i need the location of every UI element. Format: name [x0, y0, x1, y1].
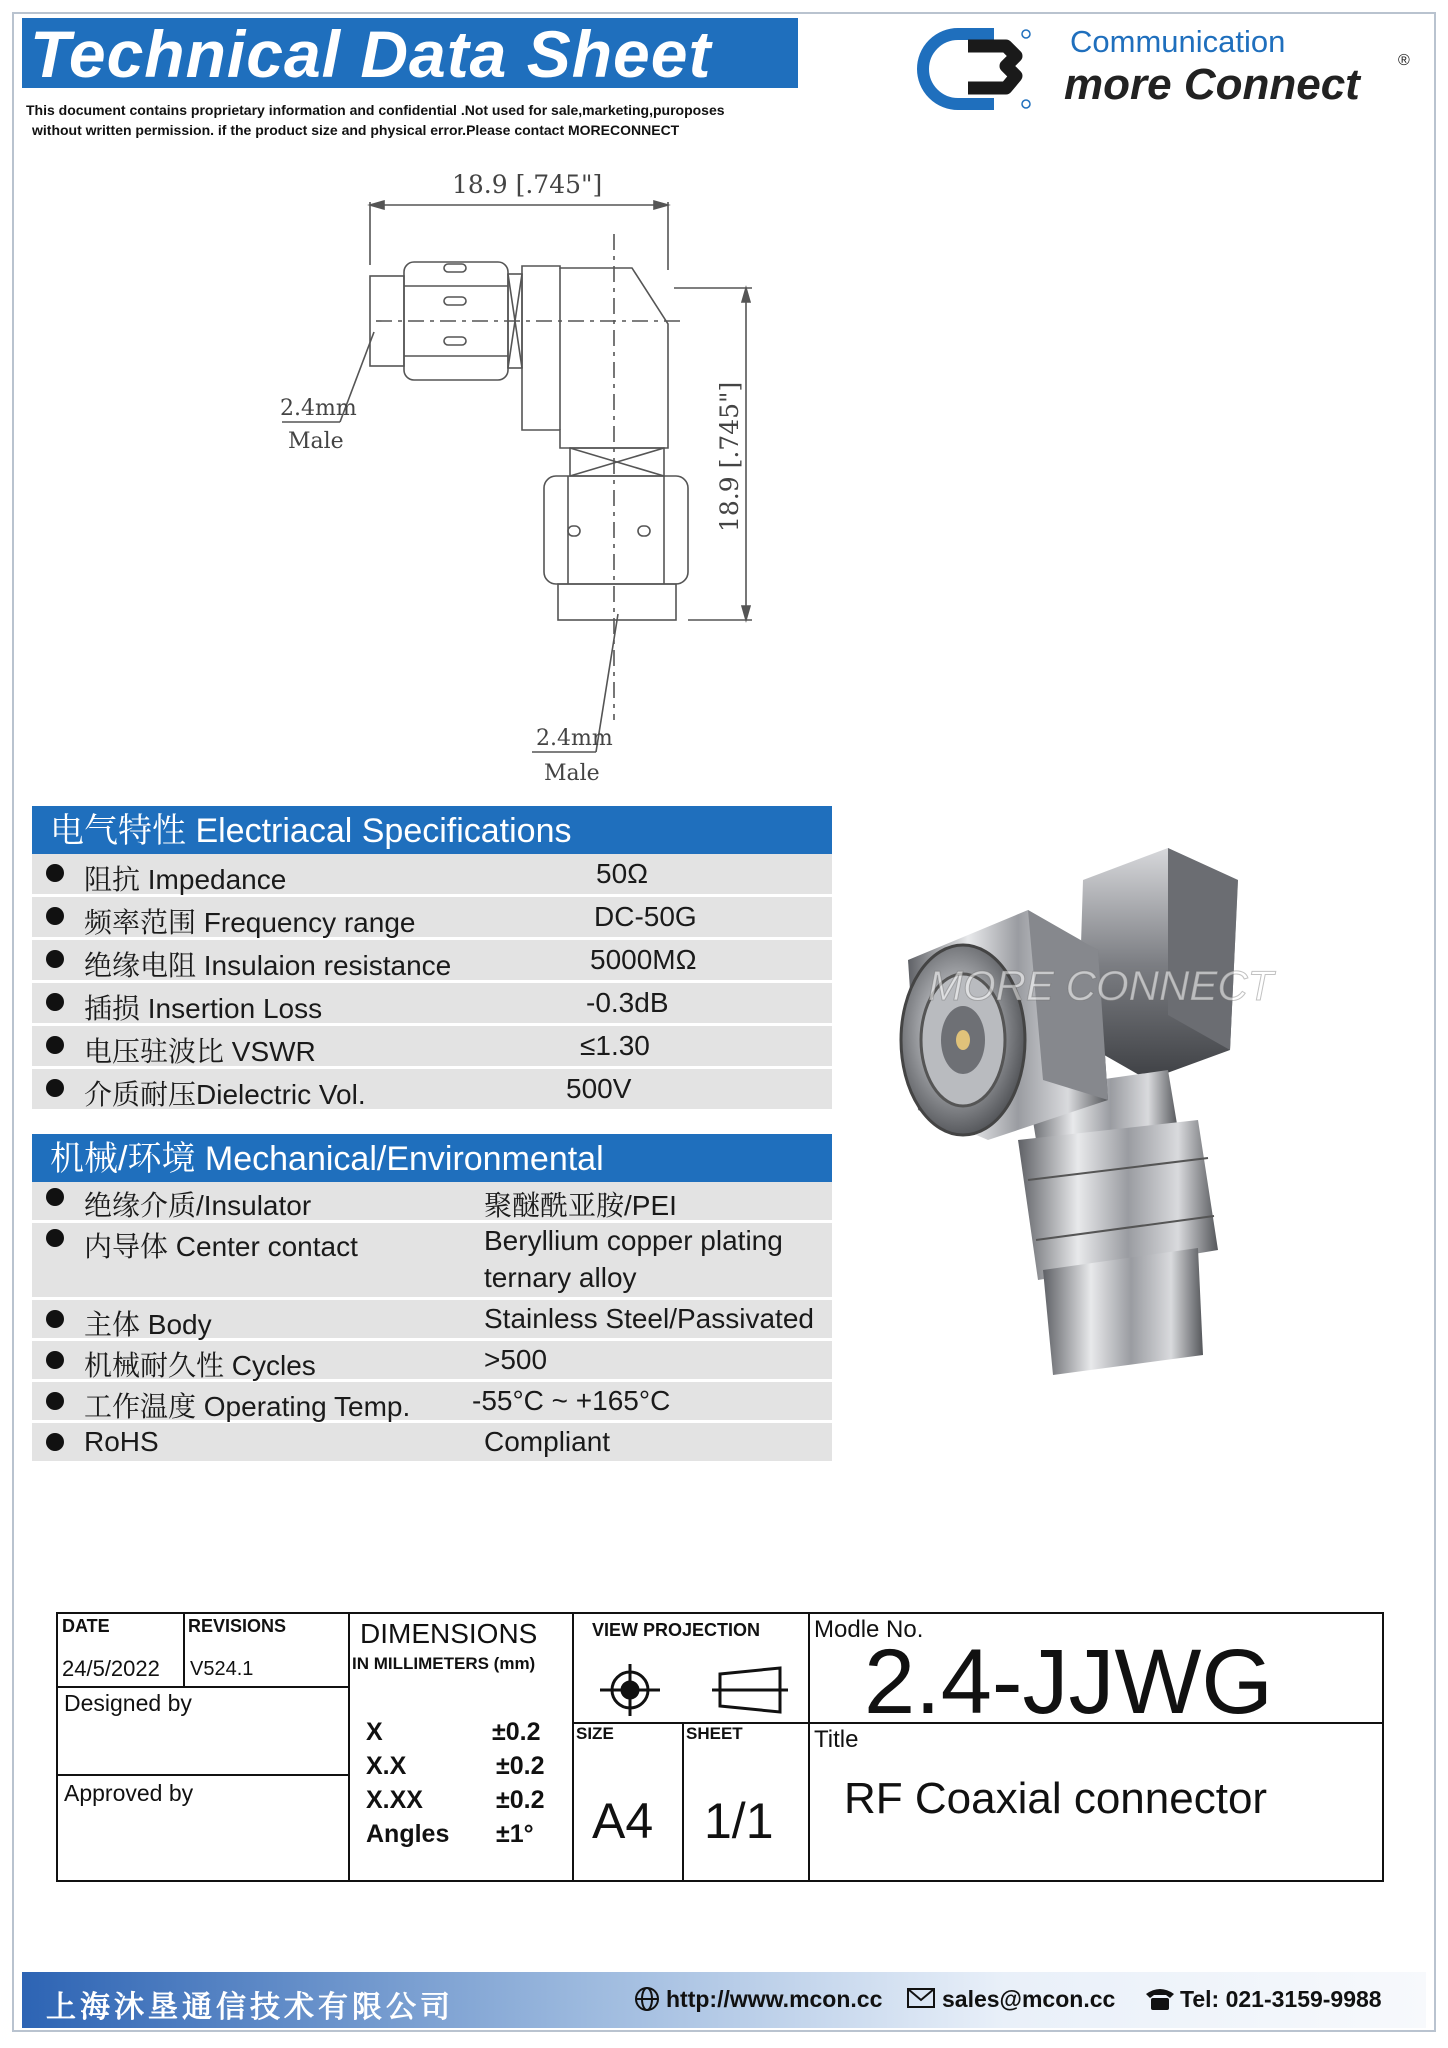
model-label: Modle No. [814, 1616, 924, 1643]
spec-label: 绝缘电阻 Insulaion resistance [84, 950, 452, 981]
title-block [56, 1612, 1384, 1882]
mechanical-specs-heading: 机械/环境 Mechanical/Environmental [32, 1134, 832, 1182]
spec-row [32, 1341, 832, 1382]
document-title: Technical Data Sheet [30, 17, 712, 91]
bullet-icon [46, 864, 64, 882]
bullet-icon [46, 1229, 64, 1247]
spec-label: RoHS [84, 1426, 159, 1457]
connector-product-photo [868, 840, 1348, 1380]
bullet-icon [46, 1036, 64, 1054]
spec-row [32, 940, 832, 983]
title-banner [22, 17, 798, 91]
tolerance-value: ±0.2 [496, 1786, 545, 1814]
model-number: 2.4-JJWG [864, 1631, 1273, 1733]
sheet-value: 1/1 [704, 1793, 774, 1849]
telephone-icon [1144, 1986, 1176, 2012]
spec-value: Compliant [484, 1426, 611, 1457]
spec-row [32, 1300, 832, 1341]
email-link[interactable]: sales@mcon.cc [942, 1986, 1116, 2012]
product-title: RF Coaxial connector [844, 1774, 1268, 1823]
spec-value: -0.3dB [586, 987, 669, 1018]
confidentiality-notice [26, 100, 826, 140]
bullet-icon [46, 1310, 64, 1328]
notice-line-2: without written permission. if the product size and physical error.Please contact MORECONNECT [32, 122, 680, 138]
electrical-specs-table [32, 806, 832, 1112]
spec-row [32, 1026, 832, 1069]
spec-value: >500 [484, 1344, 548, 1375]
spec-label: 工作温度 Operating Temp. [84, 1391, 411, 1422]
dimensions-label: DIMENSIONS [360, 1618, 538, 1649]
spec-row [32, 983, 832, 1026]
spec-value: 500V [566, 1073, 632, 1104]
globe-icon [634, 1986, 660, 2012]
spec-row [32, 1382, 832, 1423]
spec-row [32, 1069, 832, 1112]
spec-row [32, 854, 832, 897]
spec-label: 主体 Body [84, 1309, 212, 1340]
height-dimension: 18.9 [.745"] [715, 381, 744, 532]
mechanical-specs-table [32, 1134, 832, 1464]
electrical-specs-heading: 电气特性 Electriacal Specifications [32, 806, 832, 854]
spec-label: 插损 Insertion Loss [84, 993, 323, 1024]
revision-value: V524.1 [190, 1658, 254, 1680]
connector-technical-drawing [280, 150, 1000, 790]
spec-value: DC-50G [594, 901, 697, 932]
tolerance-key: X.X [366, 1752, 407, 1780]
notice-line-1: This document contains proprietary information and confidential .Not used for sale,marketing,puroposes [26, 102, 725, 118]
company-logo-icon [924, 26, 1036, 112]
spec-label: 电压驻波比 VSWR [84, 1036, 316, 1067]
bullet-icon [46, 1433, 64, 1451]
company-name: 上海沐垦通信技术有限公司 [46, 1990, 454, 2025]
bullet-icon [46, 1392, 64, 1410]
spec-row [32, 1423, 832, 1464]
spec-value: ≤1.30 [580, 1030, 650, 1061]
spec-value: 50Ω [596, 858, 649, 889]
logo-communication: Communication [1070, 24, 1286, 59]
spec-value: Beryllium copper plating [484, 1225, 783, 1256]
spec-row [32, 1182, 832, 1223]
registered-mark: ® [1398, 52, 1410, 69]
tolerance-value: ±0.2 [496, 1752, 545, 1780]
size-value: A4 [592, 1793, 654, 1849]
tolerance-value: ±1° [496, 1820, 534, 1848]
spec-label: 机械耐久性 Cycles [84, 1350, 316, 1381]
designed-by-label: Designed by [64, 1690, 192, 1716]
tolerance-key: X.XX [366, 1786, 423, 1814]
spec-value: 5000MΩ [590, 944, 697, 975]
bottom-connector-gender: Male [544, 761, 600, 786]
bottom-connector-size: 2.4mm [536, 726, 613, 751]
date-value: 24/5/2022 [62, 1656, 160, 1681]
spec-label: 频率范围 Frequency range [84, 907, 416, 938]
width-dimension: 18.9 [.745"] [452, 170, 603, 199]
spec-value: 聚醚酰亚胺/PEI [484, 1190, 677, 1221]
revisions-label: REVISIONS [188, 1616, 287, 1636]
spec-label: 阻抗 Impedance [84, 864, 287, 895]
spec-label: 绝缘介质/Insulator [84, 1190, 312, 1221]
spec-value: -55°C ~ +165°C [472, 1385, 671, 1416]
photo-watermark: MORE CONNECT [928, 962, 1274, 1009]
size-label: SIZE [576, 1724, 614, 1743]
date-label: DATE [62, 1616, 110, 1636]
first-angle-projection-icon [590, 1662, 790, 1718]
title-label: Title [814, 1726, 859, 1753]
spec-label: 内导体 Center contact [84, 1231, 358, 1262]
logo-more-connect: more Connect [1064, 60, 1360, 109]
view-projection-label: VIEW PROJECTION [592, 1620, 761, 1640]
spec-row [32, 897, 832, 940]
approved-by-label: Approved by [64, 1780, 194, 1806]
left-connector-gender: Male [288, 429, 344, 454]
dimensions-unit: IN MILLIMETERS (mm) [352, 1654, 536, 1673]
bullet-icon [46, 1079, 64, 1097]
left-connector-size: 2.4mm [280, 396, 357, 421]
spec-value: Stainless Steel/Passivated [484, 1303, 814, 1334]
spec-value-continued: ternary alloy [484, 1262, 637, 1293]
bullet-icon [46, 907, 64, 925]
tolerance-value: ±0.2 [492, 1718, 541, 1746]
bullet-icon [46, 1188, 64, 1206]
sheet-label: SHEET [686, 1724, 743, 1743]
tolerance-key: Angles [366, 1820, 450, 1848]
bullet-icon [46, 950, 64, 968]
website-link[interactable]: http://www.mcon.cc [666, 1986, 883, 2012]
bullet-icon [46, 993, 64, 1011]
tolerance-key: X [366, 1718, 383, 1746]
bullet-icon [46, 1351, 64, 1369]
envelope-icon [906, 1986, 936, 2010]
footer-bar [22, 1972, 1426, 2028]
spec-row [32, 1223, 832, 1300]
spec-label: 介质耐压Dielectric Vol. [84, 1079, 366, 1110]
telephone-number: Tel: 021-3159-9988 [1180, 1986, 1382, 2012]
